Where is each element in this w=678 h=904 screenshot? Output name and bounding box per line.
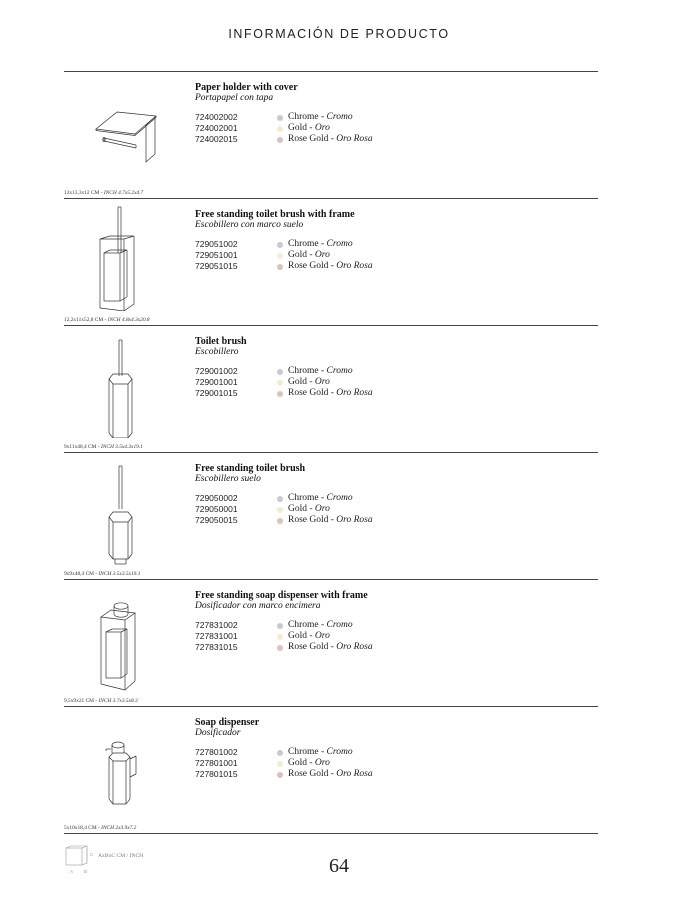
product-code: 724002015 [195,134,238,144]
finish-en: Rose Gold [288,642,329,652]
rose-gold-swatch-icon [277,645,283,651]
finish-en: Gold [288,758,307,768]
product-code: 727831002 [195,620,238,630]
rose-gold-swatch-icon [277,137,283,143]
finish-en: Rose Gold [288,769,329,779]
product-entry [64,198,598,325]
product-code: 729051002 [195,239,238,249]
rose-gold-swatch-icon [277,772,283,778]
product-code: 727831015 [195,642,238,652]
product-dimensions [64,698,138,704]
product-code: 729001002 [195,366,238,376]
legend-text: AxBxC CM / INCH [98,853,144,859]
product-entry [64,579,598,706]
finish-en: Chrome [288,239,319,249]
variant-row [195,239,595,250]
product-code: 729050015 [195,515,238,525]
chrome-swatch-icon [277,623,283,629]
finish-label: Gold - Oro [288,377,330,387]
finish-en: Chrome [288,112,319,122]
finish-label: Gold - Oro [288,123,330,133]
product-title: Paper holder with cover [195,82,298,93]
product-title: Free standing toilet brush [195,463,306,474]
finish-en: Rose Gold [288,134,329,144]
dims-cm: 9,5x9x21 CM - [64,698,98,704]
chrome-swatch-icon [277,750,283,756]
chrome-swatch-icon [277,369,283,375]
dims-cm: 9x11x48,4 CM - [64,444,100,450]
page-header: INFORMACIÓN DE PRODUCTO [228,27,450,41]
variant-row [195,123,595,134]
gold-swatch-icon [277,634,283,640]
finish-es: Cromo [326,112,353,122]
gold-swatch-icon [277,126,283,132]
variant-row [195,769,595,780]
finish-en: Rose Gold [288,261,329,271]
finish-en: Gold [288,377,307,387]
variant-row [195,493,595,504]
variant-list [195,620,595,653]
product-title: Free standing soap dispenser with frame [195,590,368,601]
variant-list [195,366,595,399]
product-info [195,590,595,653]
rose-gold-swatch-icon [277,518,283,524]
variant-row [195,112,595,123]
variant-row [195,134,595,145]
finish-es: Oro [314,123,330,133]
variant-row [195,642,595,653]
finish-es: Oro [314,631,330,641]
finish-label: Chrome - Cromo [288,747,353,757]
chrome-swatch-icon [277,115,283,121]
finish-label: Gold - Oro [288,250,330,260]
finish-es: Oro [314,377,330,387]
gold-swatch-icon [277,253,283,259]
finish-es: Cromo [326,239,353,249]
rose-gold-swatch-icon [277,391,283,397]
product-code: 729001001 [195,377,238,387]
product-title-es: Portapapel con tapa [195,93,274,103]
variant-row [195,388,595,399]
finish-es: Cromo [326,747,353,757]
dims-inch: INCH 2x3.9x7.2 [101,825,137,831]
finish-es: Oro Rosa [336,134,373,144]
toilet-brush-illustration [64,326,190,438]
finish-en: Chrome [288,366,319,376]
product-info [195,336,595,399]
product-code: 729051001 [195,250,238,260]
paper-holder-illustration [64,72,190,184]
product-code: 729050002 [195,493,238,503]
dims-inch: INCH 3.7x3.5x8.3 [98,698,138,704]
legend-label-a: A [70,869,74,874]
finish-en: Chrome [288,493,319,503]
page-number: 64 [329,855,349,877]
finish-en: Rose Gold [288,388,329,398]
product-info [195,209,595,272]
finish-en: Gold [288,504,307,514]
finish-label: Chrome - Cromo [288,620,353,630]
gold-swatch-icon [277,761,283,767]
dims-cm: 12,2x11x52,8 CM - [64,317,107,323]
framed-soap-dispenser-illustration [64,580,190,692]
product-code: 724002001 [195,123,238,133]
finish-en: Gold [288,631,307,641]
product-dimensions [64,317,150,323]
product-info [195,463,595,526]
finish-label: Rose Gold - Oro Rosa [288,769,373,779]
product-info [195,717,595,780]
variant-row [195,758,595,769]
variant-row [195,377,595,388]
finish-en: Rose Gold [288,515,329,525]
product-title-es: Escobillero suelo [195,474,261,484]
dims-cm: 12x13,3x12 CM - [64,190,103,196]
product-code: 727801015 [195,769,238,779]
finish-label: Chrome - Cromo [288,493,353,503]
product-entry [64,71,598,198]
finish-label: Gold - Oro [288,504,330,514]
product-entry [64,325,598,452]
dims-cm: 5x10x18,4 CM - [64,825,100,831]
variant-row [195,631,595,642]
product-code: 729050001 [195,504,238,514]
variant-row [195,250,595,261]
finish-label: Rose Gold - Oro Rosa [288,261,373,271]
product-title-es: Dosificador con marco encimera [195,601,321,611]
finish-es: Oro Rosa [336,642,373,652]
finish-es: Oro Rosa [336,769,373,779]
product-title: Toilet brush [195,336,247,347]
dims-inch: INCH 3.5x3.5x19.1 [98,571,141,577]
product-title: Free standing toilet brush with frame [195,209,355,220]
finish-es: Oro Rosa [336,261,373,271]
finish-en: Gold [288,123,307,133]
variant-row [195,620,595,631]
product-entry [64,706,598,834]
finish-en: Chrome [288,747,319,757]
chrome-swatch-icon [277,496,283,502]
variant-row [195,261,595,272]
product-code: 729001015 [195,388,238,398]
variant-list [195,112,595,145]
finish-es: Oro [314,504,330,514]
finish-es: Oro [314,758,330,768]
dims-inch: INCH 4.8x4.3x20.8 [107,317,150,323]
finish-label: Rose Gold - Oro Rosa [288,388,373,398]
chrome-swatch-icon [277,242,283,248]
framed-toilet-brush-illustration [64,199,190,311]
legend-label-c: C [90,852,94,857]
rose-gold-swatch-icon [277,264,283,270]
product-dimensions [64,825,136,831]
product-title-es: Escobillero [195,347,239,357]
finish-es: Cromo [326,366,353,376]
dims-inch: INCH 4.7x5.2x4.7 [103,190,144,196]
product-entry [64,452,598,579]
variant-list [195,747,595,780]
finish-label: Chrome - Cromo [288,239,353,249]
dims-cm: 9x9x48,4 CM - [64,571,98,577]
variant-row [195,515,595,526]
finish-label: Rose Gold - Oro Rosa [288,642,373,652]
product-title-es: Dosificador [195,728,241,738]
product-code: 727831001 [195,631,238,641]
variant-row [195,504,595,515]
variant-row [195,747,595,758]
product-code: 727801002 [195,747,238,757]
finish-es: Oro Rosa [336,388,373,398]
finish-en: Gold [288,250,307,260]
finish-es: Oro Rosa [336,515,373,525]
product-dimensions [64,190,143,196]
finish-label: Gold - Oro [288,758,330,768]
product-dimensions [64,571,140,577]
product-dimensions [64,444,143,450]
gold-swatch-icon [277,507,283,513]
variant-list [195,239,595,272]
gold-swatch-icon [277,380,283,386]
soap-dispenser-illustration [64,707,190,819]
product-title: Soap dispenser [195,717,260,728]
product-info [195,82,595,145]
finish-es: Cromo [326,620,353,630]
standing-toilet-brush-illustration [64,453,190,565]
finish-label: Chrome - Cromo [288,112,353,122]
finish-es: Oro [314,250,330,260]
product-title-es: Escobillero con marco suelo [195,220,304,230]
finish-label: Rose Gold - Oro Rosa [288,134,373,144]
finish-en: Chrome [288,620,319,630]
variant-list [195,493,595,526]
product-code: 729051015 [195,261,238,271]
finish-label: Chrome - Cromo [288,366,353,376]
dims-inch: INCH 3.5x4.3x19.1 [100,444,143,450]
product-code: 724002002 [195,112,238,122]
finish-label: Gold - Oro [288,631,330,641]
legend-label-b: B [84,869,88,874]
product-code: 727801001 [195,758,238,768]
finish-label: Rose Gold - Oro Rosa [288,515,373,525]
finish-es: Cromo [326,493,353,503]
variant-row [195,366,595,377]
